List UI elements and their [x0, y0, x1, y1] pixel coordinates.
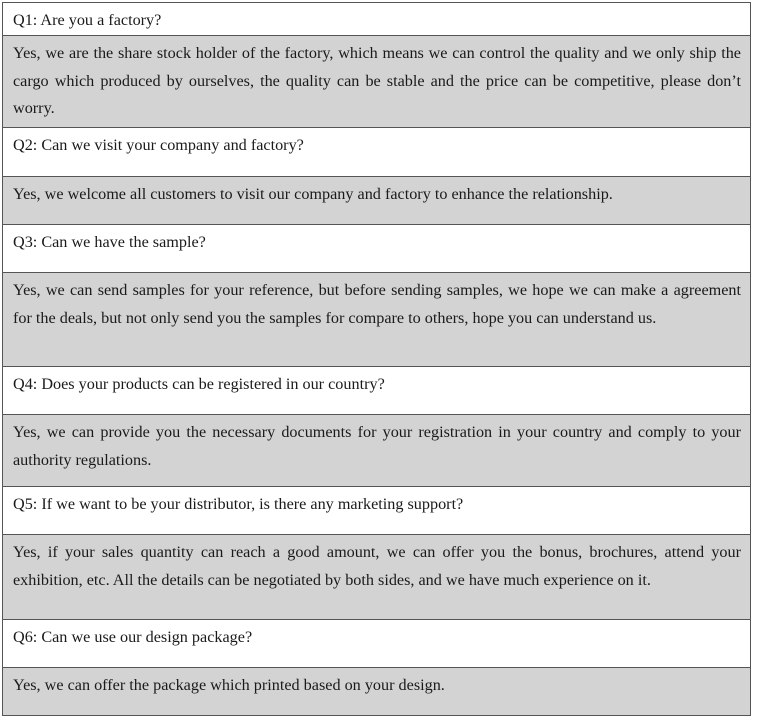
- faq-answer: Yes, we are the share stock holder of the factory, which means we can control the quality and we only ship the cargo which produced by ourselves, the quality can be stable and the price can be competitive, please don’t worry.: [3, 35, 750, 127]
- faq-question: Q2: Can we visit your company and factory?: [3, 127, 750, 176]
- faq-answer: Yes, we welcome all customers to visit our company and factory to enhance the relationship.: [3, 176, 750, 224]
- faq-question: Q6: Can we use our design package?: [3, 619, 750, 667]
- faq-question: Q4: Does your products can be registered in our country?: [3, 366, 750, 414]
- faq-answer: Yes, we can offer the package which printed based on your design.: [3, 667, 750, 715]
- faq-question: Q1: Are you a factory?: [3, 3, 750, 35]
- faq-question: Q3: Can we have the sample?: [3, 224, 750, 272]
- faq-answer: Yes, we can send samples for your reference, but before sending samples, we hope we can make a agreement for the deals, but not only send you the samples for compare to others, hope you can understand us.: [3, 272, 750, 366]
- faq-table: [2, 2, 751, 716]
- faq-answer: Yes, if your sales quantity can reach a good amount, we can offer you the bonus, brochures, attend your exhibition, etc. All the details can be negotiated by both sides, and we have much experience on it.: [3, 534, 750, 619]
- faq-question: Q5: If we want to be your distributor, is there any marketing support?: [3, 486, 750, 534]
- faq-answer: Yes, we can provide you the necessary documents for your registration in your country and comply to your authority regulations.: [3, 414, 750, 486]
